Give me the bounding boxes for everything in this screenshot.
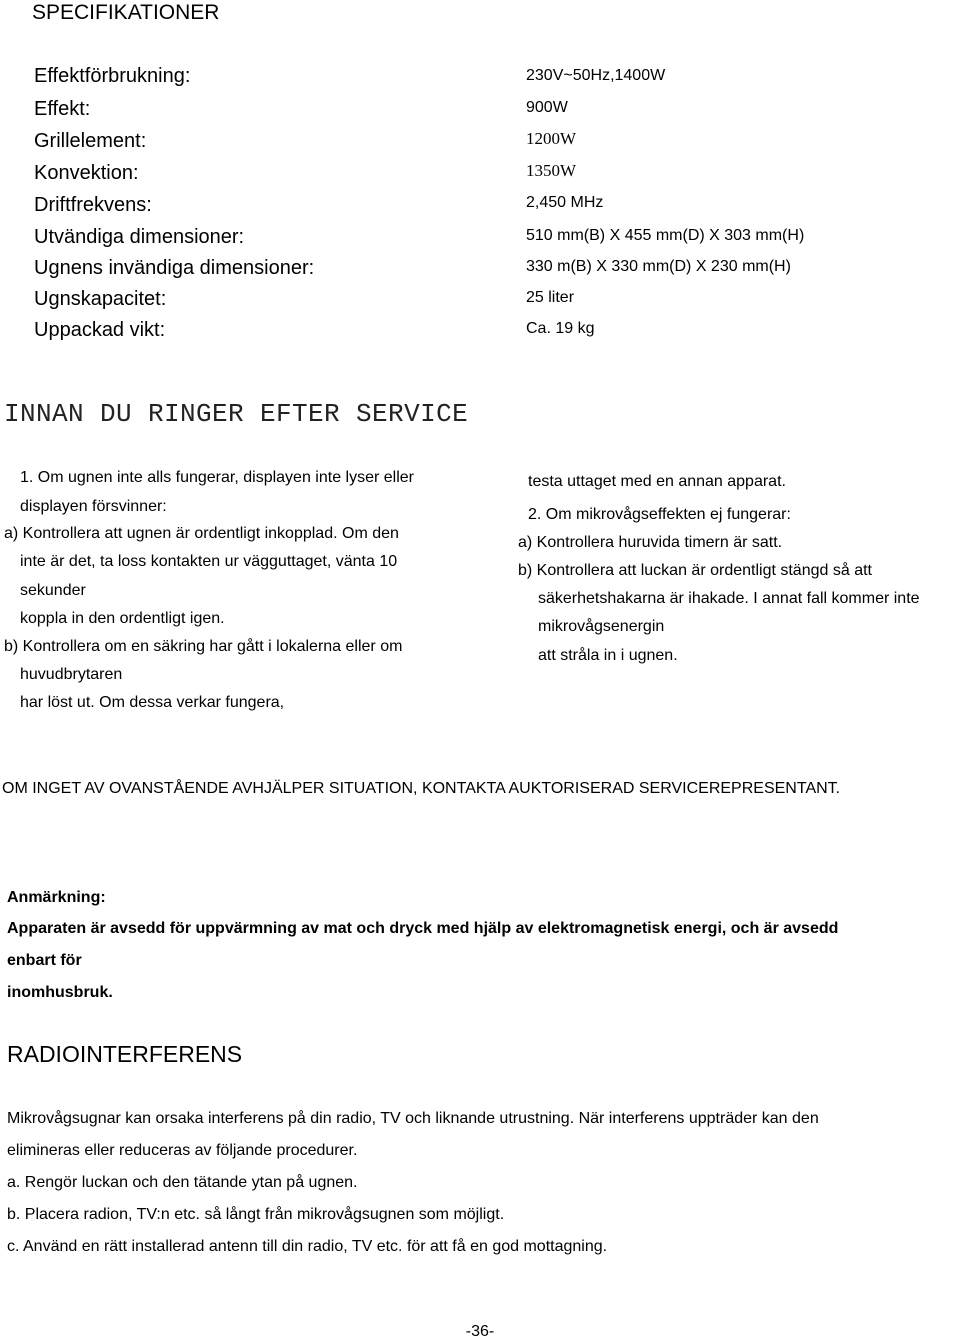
troubleshoot-line: b) Kontrollera att luckan är ordentligt stängd så att: [518, 562, 872, 579]
spec-label-inner-dimensions: Ugnens invändiga dimensioner:: [34, 257, 315, 279]
spec-value-grill: 1200W: [526, 129, 577, 148]
spec-label-frequency: Driftfrekvens:: [34, 194, 152, 216]
troubleshoot-line: 2. Om mikrovågseffekten ej fungerar:: [528, 506, 791, 523]
troubleshoot-line: 1. Om ugnen inte alls fungerar, displayen inte lyser eller: [20, 469, 414, 486]
spec-value-output-power: 900W: [526, 99, 568, 116]
spec-value-frequency: 2,450 MHz: [526, 194, 604, 211]
troubleshoot-line: säkerhetshakarna är ihakade. I annat fall kommer inte: [538, 590, 920, 607]
spec-value-power-consumption: 230V~50Hz,1400W: [526, 67, 666, 84]
spec-label-outer-dimensions: Utvändiga dimensioner:: [34, 226, 245, 248]
troubleshoot-line: displayen försvinner:: [20, 498, 167, 515]
troubleshoot-line: koppla in den ordentligt igen.: [20, 610, 225, 627]
page-number: -36-: [465, 1323, 495, 1340]
radio-section-title: RADIOINTERFERENS: [7, 1041, 243, 1067]
troubleshoot-line: huvudbrytaren: [20, 666, 123, 683]
spec-value-outer-dimensions: 510 mm(B) X 455 mm(D) X 303 mm(H): [526, 227, 805, 244]
note-line: enbart för: [7, 952, 82, 969]
troubleshoot-line: mikrovågsenergin: [538, 618, 665, 635]
spec-label-grill: Grillelement:: [34, 130, 147, 152]
spec-label-convection: Konvektion:: [34, 162, 139, 184]
spec-label-capacity: Ugnskapacitet:: [34, 288, 167, 310]
radio-paragraph-line: Mikrovågsugnar kan orsaka interferens på din radio, TV och liknande utrustning. När interferens uppträder kan den: [7, 1110, 819, 1127]
radio-paragraph-line: elimineras eller reduceras av följande procedurer.: [7, 1142, 358, 1159]
spec-value-capacity: 25 liter: [526, 289, 575, 306]
troubleshoot-line: b) Kontrollera om en säkring har gått i lokalerna eller om: [4, 638, 403, 655]
spec-label-weight: Uppackad vikt:: [34, 319, 166, 341]
troubleshoot-line: testa uttaget med en annan apparat.: [528, 473, 786, 490]
spec-label-power-consumption: Effektförbrukning:: [34, 65, 191, 87]
spec-value-weight: Ca. 19 kg: [526, 320, 595, 337]
service-warning: OM INGET AV OVANSTÅENDE AVHJÄLPER SITUATION, KONTAKTA AUKTORISERAD SERVICEREPRESENTANT.: [2, 780, 841, 797]
spec-value-convection: 1350W: [526, 161, 577, 180]
note-line: Apparaten är avsedd för uppvärmning av mat och dryck med hjälp av elektromagnetisk energi, och är avsedd: [7, 920, 839, 937]
troubleshoot-line: att stråla in i ugnen.: [538, 647, 678, 664]
troubleshoot-line: a) Kontrollera att ugnen är ordentligt inkopplad. Om den: [4, 525, 399, 542]
troubleshoot-line: har löst ut. Om dessa verkar fungera,: [20, 694, 285, 711]
radio-list-item: c. Använd en rätt installerad antenn till din radio, TV etc. för att få en god mottagning.: [7, 1238, 608, 1255]
specifications-title: SPECIFIKATIONER: [32, 1, 220, 24]
troubleshoot-line: a) Kontrollera huruvida timern är satt.: [518, 534, 783, 551]
note-line: inomhusbruk.: [7, 984, 113, 1001]
troubleshoot-line: sekunder: [20, 582, 86, 599]
spec-label-output-power: Effekt:: [34, 98, 91, 120]
troubleshoot-line: inte är det, ta loss kontakten ur vägguttaget, vänta 10: [20, 553, 398, 570]
service-section-title: INNAN DU RINGER EFTER SERVICE: [4, 399, 469, 429]
spec-value-inner-dimensions: 330 m(B) X 330 mm(D) X 230 mm(H): [526, 258, 791, 275]
note-label: Anmärkning:: [7, 889, 106, 906]
radio-list-item: a. Rengör luckan och den tätande ytan på ugnen.: [7, 1174, 358, 1191]
radio-list-item: b. Placera radion, TV:n etc. så långt från mikrovågsugnen som möjligt.: [7, 1206, 505, 1223]
